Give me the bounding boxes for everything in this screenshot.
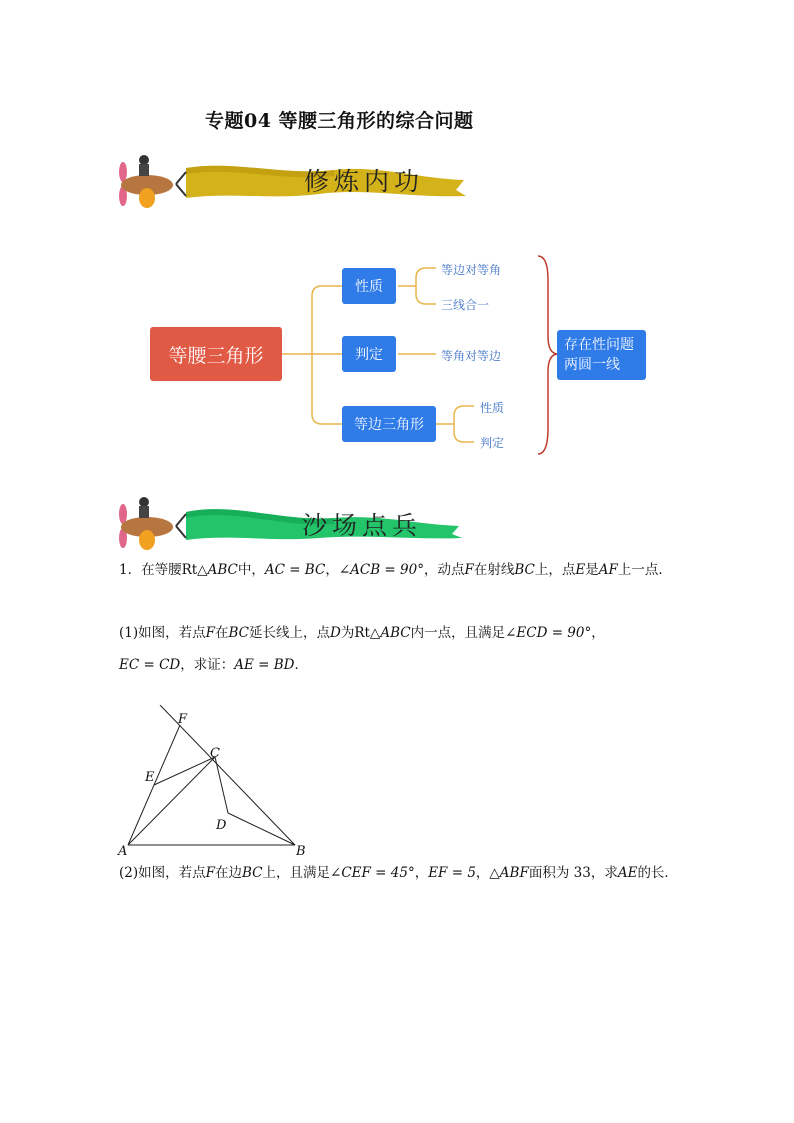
banner-shachang (114, 494, 474, 556)
text: ． (294, 657, 308, 673)
label-d: D (216, 818, 227, 833)
mindmap-leaf: 等角对等边 (441, 349, 502, 363)
text: 面积为 33，求 (528, 865, 618, 881)
label-a: A (118, 844, 128, 859)
math: F (464, 562, 474, 578)
summary-line: 存在性问题 (564, 337, 634, 353)
banner-title: 沙场点兵 (302, 511, 423, 540)
mindmap-leaf: 三线合一 (441, 298, 490, 312)
text: (1)如图，若点 (119, 625, 206, 641)
text: ， (475, 865, 490, 881)
geometry-figure (110, 705, 320, 860)
text: 在边 (215, 865, 242, 881)
text: ，求证： (180, 657, 235, 673)
label-c: C (210, 746, 220, 761)
text: ， (414, 865, 429, 881)
math: BC (228, 625, 250, 641)
text: 内一点，且满足 (410, 625, 506, 641)
question-intro (119, 557, 679, 583)
label-b: B (296, 844, 306, 859)
mindmap-node-panding: 判定 (342, 336, 396, 372)
math: EF = 5 (428, 865, 476, 881)
text: 的长． (637, 865, 678, 881)
math: EC = CD (119, 657, 181, 673)
mindmap-leaf: 性质 (480, 401, 505, 415)
text: 在等腰 (141, 562, 182, 578)
question-number: 1． (119, 562, 142, 578)
text: 为 (340, 625, 355, 641)
mindmap-leaf: 等边对等角 (441, 263, 502, 277)
math: BC (514, 562, 535, 578)
line-ac (128, 757, 215, 845)
mindmap-root: 等腰三角形 (150, 327, 282, 381)
math: AE (617, 865, 638, 881)
brace (538, 256, 558, 454)
math: ∠ECD = 90° (505, 625, 592, 641)
mindmap-leaf: 判定 (480, 436, 505, 450)
banner-xiulian (114, 150, 474, 212)
text: 延长线上，点 (249, 625, 331, 641)
mindmap-node-dengbian: 等边三角形 (342, 406, 436, 442)
text: 上一点． (617, 562, 672, 578)
text: 在 (215, 625, 229, 641)
math: Rt△ (354, 625, 381, 641)
math: ∠CEF = 45° (330, 865, 415, 881)
text: 中， (237, 562, 265, 578)
page-title: 专题04 等腰三角形的综合问题 (205, 110, 474, 132)
math: E (575, 562, 586, 578)
text: ， (591, 625, 605, 641)
math: ABC (207, 562, 238, 578)
math: D (330, 625, 341, 641)
line-db (228, 813, 295, 845)
text: ， (325, 562, 339, 578)
mindmap-node-xingzhi: 性质 (342, 268, 396, 304)
math: AC = BC (264, 562, 326, 578)
math: ABC (380, 625, 411, 641)
line-ec (154, 757, 215, 785)
text: 上，点 (534, 562, 576, 578)
math: AF (598, 562, 618, 578)
math: BC (242, 865, 263, 881)
summary-line: 两圆一线 (564, 357, 620, 373)
text: 上，且满足 (262, 865, 331, 881)
text: 在射线 (473, 562, 515, 578)
math: ∠ACB = 90° (338, 562, 424, 578)
math: F (205, 865, 215, 881)
text: (2)如图，若点 (119, 865, 206, 881)
label-e: E (145, 770, 155, 785)
text: 是 (585, 562, 599, 578)
mindmap-summary (557, 330, 646, 380)
math: △ABF (489, 865, 529, 881)
label-f: F (178, 712, 188, 727)
question-part1 (119, 620, 679, 678)
text: ，动点 (423, 562, 465, 578)
math: Rt△ (181, 562, 208, 578)
line-cd (215, 757, 228, 813)
math: F (205, 625, 215, 641)
math: AE = BD (234, 657, 295, 673)
banner-title: 修炼内功 (304, 167, 425, 196)
question-part2 (119, 860, 679, 886)
